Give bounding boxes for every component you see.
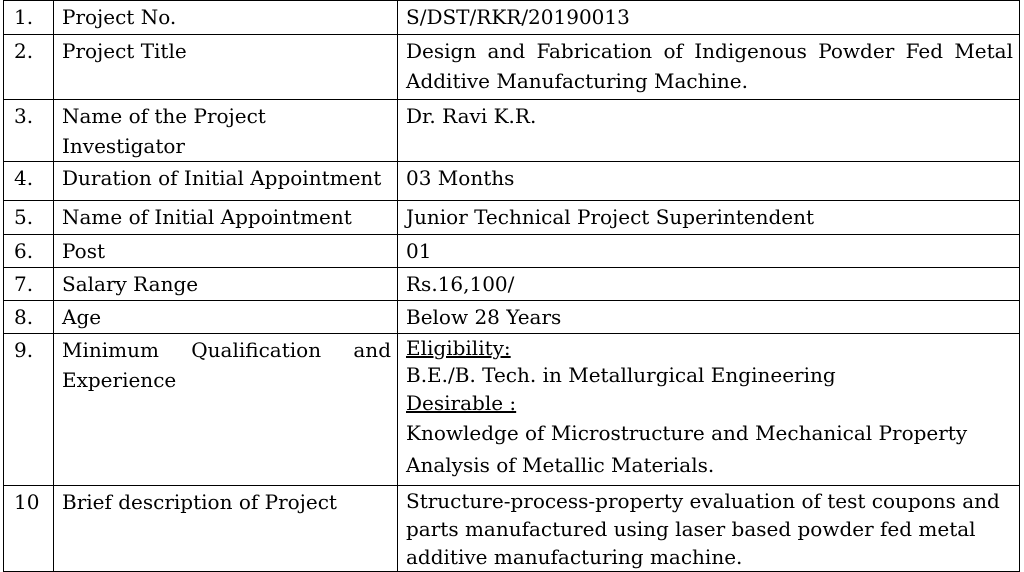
table-row [4, 1, 1020, 35]
row-number: 2. [4, 35, 54, 100]
row-label: Name of the Project Investigator [54, 100, 398, 162]
row-value: Dr. Ravi K.R. [398, 100, 1020, 162]
row-value [398, 35, 1020, 100]
project-description-line: parts manufactured using laser based powder fed metal [406, 517, 976, 541]
qualification-label-line: Experience [62, 368, 177, 392]
table-row [4, 301, 1020, 334]
row-value [398, 486, 1020, 572]
row-number: 10 [4, 486, 54, 572]
row-value [398, 334, 1020, 486]
table-row [4, 334, 1020, 486]
eligibility-text: B.E./B. Tech. in Metallurgical Engineering [406, 363, 836, 387]
row-value: S/DST/RKR/20190013 [398, 1, 1020, 35]
project-description-line: additive manufacturing machine. [406, 545, 743, 569]
table-row [4, 268, 1020, 301]
row-number: 5. [4, 201, 54, 235]
table-row [4, 201, 1020, 235]
row-label: Duration of Initial Appointment [54, 162, 398, 201]
row-number: 8. [4, 301, 54, 334]
row-number: 6. [4, 235, 54, 268]
row-value: Junior Technical Project Superintendent [398, 201, 1020, 235]
project-title-line: Additive Manufacturing Machine. [406, 69, 748, 93]
row-value: 01 [398, 235, 1020, 268]
row-label [54, 334, 398, 486]
project-title-line: Design and Fabrication of Indigenous Powder Fed Metal [406, 39, 1013, 63]
row-number: 1. [4, 1, 54, 35]
row-label: Project Title [54, 35, 398, 100]
row-number: 9. [4, 334, 54, 486]
row-number: 4. [4, 162, 54, 201]
table-row [4, 486, 1020, 572]
table-row [4, 235, 1020, 268]
row-value: 03 Months [398, 162, 1020, 201]
row-label: Salary Range [54, 268, 398, 301]
qualification-label-line: Minimum Qualification and [62, 338, 391, 362]
row-value: Rs.16,100/ [398, 268, 1020, 301]
table-row [4, 35, 1020, 100]
eligibility-heading: Eligibility: [406, 336, 511, 360]
row-label: Post [54, 235, 398, 268]
desirable-text-line: Knowledge of Microstructure and Mechanical Property [406, 421, 968, 445]
desirable-text-line: Analysis of Metallic Materials. [406, 453, 715, 477]
row-label: Age [54, 301, 398, 334]
row-label: Name of Initial Appointment [54, 201, 398, 235]
table-row [4, 100, 1020, 162]
row-label: Brief description of Project [54, 486, 398, 572]
table-row [4, 162, 1020, 201]
row-label: Project No. [54, 1, 398, 35]
row-number: 3. [4, 100, 54, 162]
project-description-line: Structure-process-property evaluation of test coupons and [406, 489, 1000, 513]
project-details-table [3, 0, 1020, 572]
row-value: Below 28 Years [398, 301, 1020, 334]
row-number: 7. [4, 268, 54, 301]
desirable-heading: Desirable : [406, 391, 517, 415]
